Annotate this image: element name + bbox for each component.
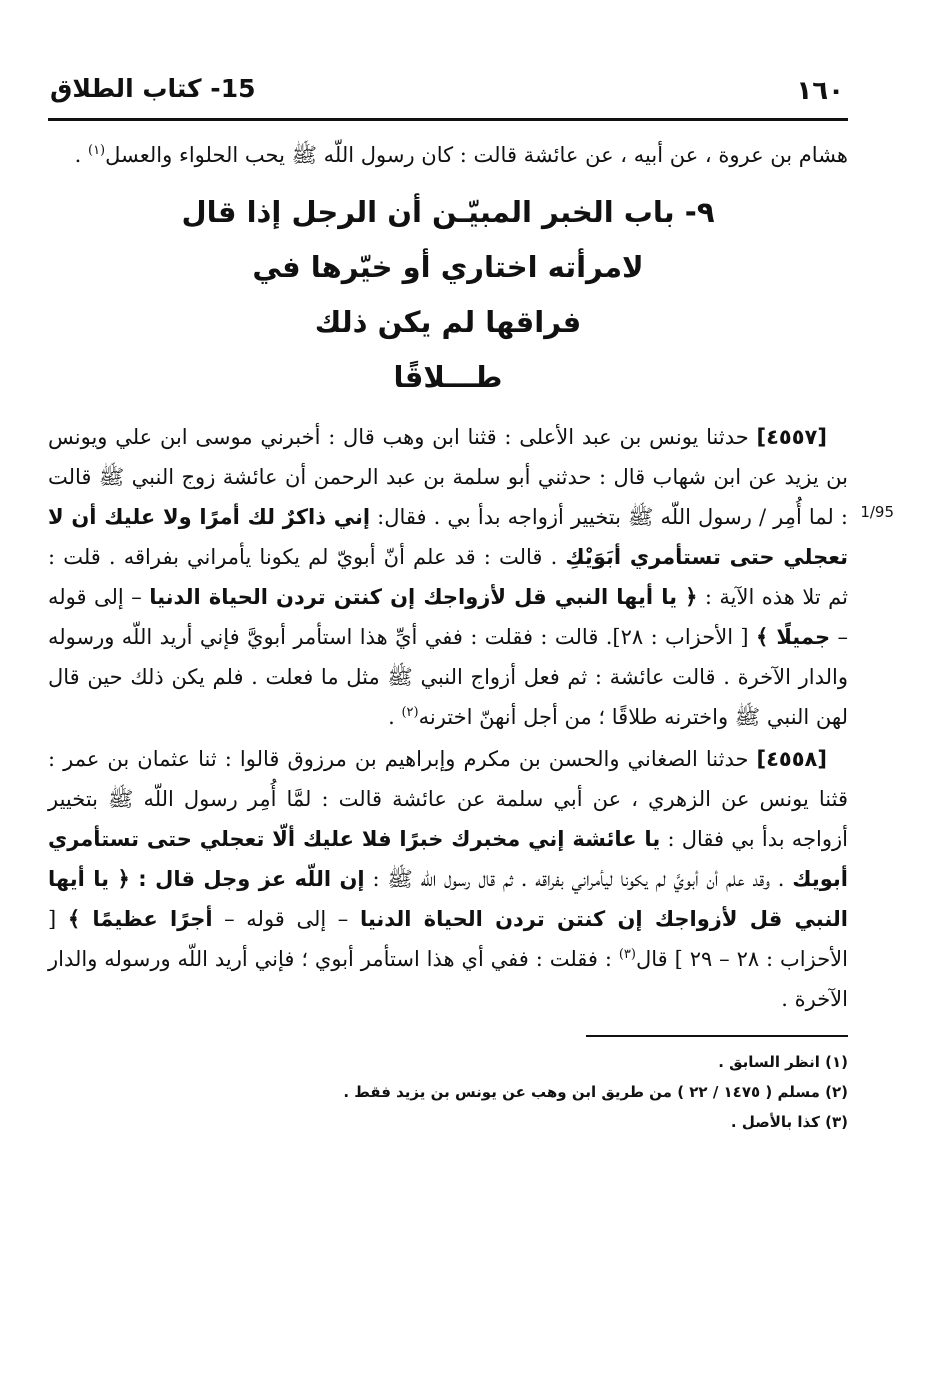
prelude-paragraph — [48, 135, 848, 175]
hadith-text: [ الأحزاب : ٢٨]. قالت : فقلت : ففي أيِّ هذا استأمر أبويَّ فإني أريد اللّه ورسوله والدار الآخرة . قالت عائشة : ثم فعل أزواج النبي ﷺ مثل ما فعلت . فلم يكن ذلك حين قال لهن النبي ﷺ واخترنه طلاقًا ؛ من أجل أنهنّ اخترنه — [48, 625, 848, 729]
chapter-heading-line-1: ٩- باب الخبر المبيّـن أن الرجل إذا قال — [181, 195, 715, 229]
hadith-number: [٤٥٥٨] — [756, 747, 827, 771]
chapter-heading-line-4: طـــلاقًا — [393, 360, 503, 394]
hadith-quote: إني ذاكرٌ لك أمرًا ولا عليك أن لا تعجلي حتى تستأمري أبَوَيْكِ — [48, 505, 849, 569]
footnote-1: (١) انظر السابق . — [718, 1053, 848, 1071]
hadith-4557-block — [48, 417, 894, 737]
chapter-heading-line-2: لامرأته اختاري أو خيّرها في — [252, 250, 644, 284]
margin-reference: 1/95 — [860, 503, 894, 521]
prelude-end: . — [74, 143, 88, 167]
footnote-2: (٢) مسلم ( ١٤٧٥ / ٢٢ ) من طريق ابن وهب عن يونس بن يزيد فقط . — [343, 1083, 848, 1101]
footnote-divider — [586, 1035, 848, 1037]
quran-verse-end: جميلًا ﴾ — [756, 625, 831, 649]
chapter-title: 15- كتاب الطلاق — [50, 74, 256, 103]
hadith-text: [ الأحزاب : ٢٨ – ٢٩ ] قال — [48, 907, 848, 971]
hadith-text: . وقد علم أن أبويَّ لم يكونا ليأمراني بفراقه . ثم قال رسول اللّه ﷺ : — [364, 867, 793, 891]
hadith-text: . قالت : قد علم أنّ أبويّ لم يكونا يأمراني بفراقه . قلت : ثم تلا هذه الآية : — [48, 545, 848, 609]
footnote-ref-3: (٣) — [618, 947, 636, 962]
hadith-text: حدثنا يونس بن عبد الأعلى : قثنا ابن وهب قال : أخبرني موسى ابن علي ويونس بن يزيد عن ابن شهاب قال : حدثني أبو سلمة بن عبد الرحمن أن عائشة زوج النبي ﷺ قالت : لما أُمِر / رسول اللّه ﷺ بتخيير أزواجه بدأ بي . فقال: — [48, 425, 849, 529]
hadith-end: . — [388, 705, 402, 729]
hadith-4558 — [48, 739, 848, 1019]
footnote-ref-1: (١) — [87, 143, 106, 158]
running-header — [48, 70, 848, 121]
hadith-4557 — [48, 417, 848, 737]
hadith-text: حدثنا الصغاني والحسن بن مكرم وإبراهيم بن مرزوق قالوا : ثنا عثمان بن عمر : قثنا يونس عن الزهري ، عن أبي سلمة عن عائشة قالت : لمَّا أُمِر رسول اللّه ﷺ بتخيير أزواجه بدأ بي فقال : — [48, 747, 849, 851]
hadith-text: – إلى قوله – — [48, 585, 848, 649]
hadith-number: [٤٥٥٧] — [756, 425, 827, 449]
quran-verse-end: أجرًا عظيمًا ﴾ — [67, 907, 213, 931]
chapter-heading-line-3: فراقها لم يكن ذلك — [314, 305, 582, 339]
footnotes — [48, 1047, 848, 1137]
quran-verse: إن اللّه عز وجل قال : ﴿ يا أيها النبي قل لأزواجك إن كنتن تردن الحياة الدنيا — [48, 867, 848, 931]
quran-verse: ﴿ يا أيها النبي قل لأزواجك إن كنتن تردن الحياة الدنيا — [149, 585, 698, 609]
hadith-quote: يا عائشة إني مخبرك خبرًا فلا عليك ألّا تعجلي حتى تستأمري أبويك — [48, 827, 848, 891]
book-page — [48, 70, 894, 1137]
footnote-ref-2: (٢) — [401, 705, 419, 720]
chapter-heading — [48, 185, 848, 405]
hadith-text: : فقلت : ففي أي هذا استأمر أبوي ؛ فإني أريد اللّه ورسوله والدار الآخرة . — [48, 947, 848, 1011]
page-number: ١٦٠ — [796, 76, 844, 106]
prelude-text: هشام بن عروة ، عن أبيه ، عن عائشة قالت : كان رسول اللّه ﷺ يحب الحلواء والعسل — [105, 143, 848, 167]
hadith-text: – إلى قوله – — [212, 907, 360, 931]
footnote-3: (٣) كذا بالأصل . — [730, 1113, 848, 1131]
